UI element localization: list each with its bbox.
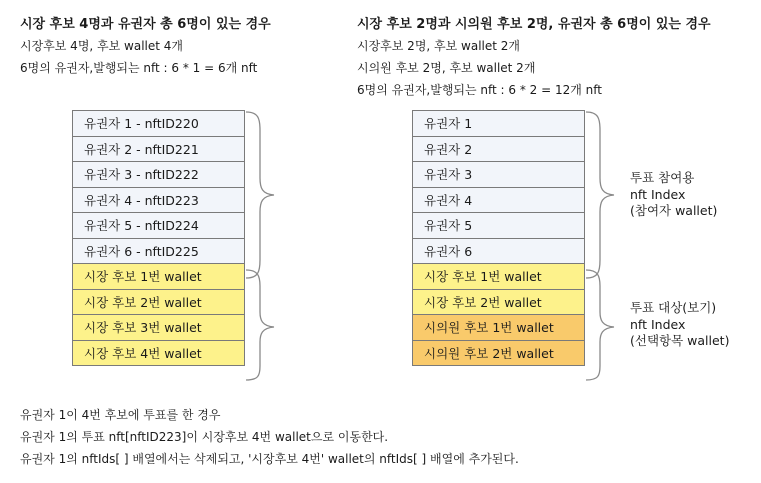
left-scenario-line-1: 시장후보 4명, 후보 wallet 4개 [20, 39, 184, 53]
voter-cell: 유권자 2 [412, 136, 585, 163]
mayor-candidate-cell: 시장 후보 4번 wallet [72, 340, 245, 367]
note-line-3: 유권자 1의 nftIds[ ] 배열에서는 삭제되고, '시장후보 4번' wallet의 nftIds[ ] 배열에 추가된다. [20, 452, 519, 466]
voter-label-line: (참여자 wallet) [630, 203, 718, 218]
voter-cell: 유권자 3 - nftID222 [72, 161, 245, 188]
mayor-candidate-cell: 시장 후보 1번 wallet [72, 263, 245, 290]
candidate-label-line: (선택항목 wallet) [630, 333, 730, 348]
candidate-nft-index-label [630, 300, 729, 350]
note-line-2: 유권자 1의 투표 nft[nftID223]이 시장후보 4번 wallet으로 이동한다. [20, 430, 389, 444]
candidate-label-line: nft Index [630, 316, 686, 332]
voter-cell: 유권자 2 - nftID221 [72, 136, 245, 163]
right-scenario-line-3: 6명의 유권자,발행되는 nft : 6 * 2 = 12개 nft [357, 83, 602, 97]
candidate-label-line: 투표 대상(보기) [630, 300, 717, 315]
voter-cell: 유권자 5 - nftID224 [72, 212, 245, 239]
right-scenario-line-2: 시의원 후보 2명, 후보 wallet 2개 [357, 61, 536, 75]
left-scenario-line-2: 6명의 유권자,발행되는 nft : 6 * 1 = 6개 nft [20, 61, 258, 75]
mayor-candidate-cell: 시장 후보 1번 wallet [412, 263, 585, 290]
right-candidate-brace [586, 268, 626, 388]
voter-label-line: 투표 참여용 [630, 170, 695, 185]
voter-cell: 유권자 4 - nftID223 [72, 187, 245, 214]
voter-cell: 유권자 3 [412, 161, 585, 188]
voter-cell: 유권자 6 [412, 238, 585, 265]
left-candidate-brace [246, 268, 286, 388]
voter-nft-index-label [630, 170, 717, 220]
council-candidate-cell: 시의원 후보 2번 wallet [412, 340, 585, 367]
note-line-1: 유권자 1이 4번 후보에 투표를 한 경우 [20, 408, 221, 422]
voter-cell: 유권자 4 [412, 187, 585, 214]
voter-cell: 유권자 1 - nftID220 [72, 110, 245, 137]
voter-label-line: nft Index [630, 186, 686, 202]
mayor-candidate-cell: 시장 후보 3번 wallet [72, 314, 245, 341]
right-wallet-table [412, 110, 585, 366]
right-scenario-line-1: 시장후보 2명, 후보 wallet 2개 [357, 39, 521, 53]
mayor-candidate-cell: 시장 후보 2번 wallet [412, 289, 585, 316]
voter-cell: 유권자 1 [412, 110, 585, 137]
right-scenario-title: 시장 후보 2명과 시의원 후보 2명, 유권자 총 6명이 있는 경우 [357, 17, 711, 32]
left-wallet-table [72, 110, 245, 366]
voter-cell: 유권자 5 [412, 212, 585, 239]
council-candidate-cell: 시의원 후보 1번 wallet [412, 314, 585, 341]
voter-cell: 유권자 6 - nftID225 [72, 238, 245, 265]
left-scenario-title: 시장 후보 4명과 유권자 총 6명이 있는 경우 [20, 17, 271, 32]
mayor-candidate-cell: 시장 후보 2번 wallet [72, 289, 245, 316]
